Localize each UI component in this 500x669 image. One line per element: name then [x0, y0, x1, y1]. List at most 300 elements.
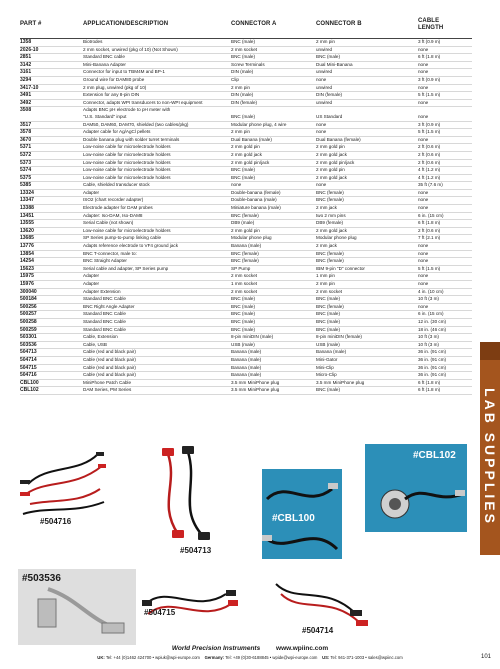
part-number: 3294	[20, 76, 32, 83]
connector-a: Screw Terminals	[231, 61, 265, 67]
cable-length: 2 ft (0.6 m)	[418, 227, 441, 233]
description: Standard BNC Cable	[83, 326, 126, 332]
part-number: 5372	[20, 151, 32, 158]
table-row	[20, 144, 472, 152]
table-row	[20, 197, 472, 205]
table-row	[20, 311, 472, 319]
photo-504714	[256, 574, 376, 640]
connector-b: none	[316, 76, 327, 82]
connector-a: 2 mm gold pin	[231, 227, 260, 233]
cable-length: none	[418, 189, 429, 195]
cable-length: 6 ft (1.8 m)	[418, 54, 441, 60]
cable-length: 10 ft (3 m)	[418, 334, 439, 340]
connector-b: 2 mm pin	[316, 281, 335, 286]
header-cable-length-line2: LENGTH	[418, 25, 444, 31]
connector-a: BNC (female)	[231, 212, 259, 218]
cable-length: none	[418, 113, 429, 119]
cable-length: none	[418, 243, 429, 249]
table-row	[20, 304, 472, 312]
table-row	[20, 372, 472, 380]
description: BNC Straight Adapter	[83, 258, 127, 264]
header-application: APPLICATION/DESCRIPTION	[83, 21, 169, 27]
description: Cable, shielded transducer stock	[83, 182, 150, 188]
connector-a: DB9 (male)	[231, 220, 255, 226]
photo-504713	[148, 444, 233, 555]
connector-a: USB (male)	[231, 341, 255, 347]
connector-b: unwired	[316, 84, 333, 90]
description: 2 mm plug, unwired (pkg of 10)	[83, 84, 147, 90]
cable-length: none	[418, 303, 429, 309]
part-number: 13324	[20, 189, 34, 196]
part-number: 3142	[20, 61, 32, 68]
description: Connector, adapts WPI transducers to non-WPI equipment	[83, 99, 203, 105]
part-number: 5374	[20, 167, 32, 174]
connector-b: unwired	[316, 99, 333, 105]
part-number: 3161	[20, 69, 32, 76]
part-number: 14254	[20, 258, 34, 265]
parts-table	[20, 39, 472, 395]
connector-b: US Standard	[316, 113, 343, 119]
footer-line1	[0, 645, 500, 652]
description: Electrode adapter for DAM probes	[83, 205, 153, 211]
part-number: 2851	[20, 54, 32, 61]
footer-us-contact: Tel: 941-371-1003 • sales@wpiinc.com	[330, 655, 403, 660]
part-number: 3670	[20, 136, 32, 143]
cable-length: 3 ft (0.9 m)	[418, 76, 441, 82]
description: Double banana plug with solder turret terminals	[83, 136, 180, 142]
table-row	[20, 296, 472, 304]
connector-b: BNC (female)	[316, 189, 344, 195]
part-number: 13451	[20, 212, 34, 219]
cable-length: 6 ft (1.8 m)	[418, 387, 441, 393]
connector-b: Mini-Gator	[316, 356, 338, 362]
cable-length: none	[418, 250, 429, 256]
cable-length: 7 ft (2.1 m)	[418, 235, 441, 241]
description: ISO2 (chart recorder adapter)	[83, 197, 144, 203]
cable-length: 3 ft (0.9 m)	[418, 121, 441, 127]
photo-label-504714: #504714	[302, 626, 334, 635]
connector-a: 2 mm gold jack	[231, 151, 262, 157]
connector-b: BNC (female)	[316, 303, 344, 309]
connector-b: DIN (female)	[316, 92, 343, 98]
connector-a: BNC (male)	[231, 326, 255, 332]
cable-length: 6 in. (15 cm)	[418, 212, 444, 218]
description: DAM Series, PM Series	[83, 387, 132, 393]
photo-label-504716: #504716	[40, 517, 72, 526]
table-row	[20, 62, 472, 70]
table-row	[20, 39, 472, 47]
connector-b: IBM 9-pin "D" connector	[316, 265, 365, 271]
table-row	[20, 289, 472, 297]
connector-a: 2 mm socket	[231, 288, 258, 294]
part-number: 15623	[20, 265, 34, 272]
table-row	[20, 334, 472, 342]
table-row	[20, 357, 472, 365]
connector-b: 2 mm gold pin/jack	[316, 159, 355, 165]
cable-mini-clip-image	[136, 574, 246, 640]
connector-a: SP Pump	[231, 265, 251, 271]
connector-b: 2 mm gold jack	[316, 227, 347, 233]
photo-cbl102	[365, 444, 467, 532]
cable-length: 5 ft (1.5 m)	[418, 265, 441, 271]
table-row	[20, 205, 472, 213]
connector-a: BNC (male)	[231, 54, 255, 60]
table-row	[20, 228, 472, 236]
side-tab	[481, 362, 499, 552]
table-row	[20, 319, 472, 327]
connector-b: none	[316, 182, 327, 188]
table-row	[20, 54, 472, 62]
connector-b: 1 mm pin	[316, 273, 335, 279]
part-number: 500256	[20, 303, 37, 310]
description: DAM50, DAM60, DAM70, shielded (two cables/pkg)	[83, 121, 189, 127]
connector-a: 3.5 mm MiniPhone plug	[231, 379, 280, 385]
cable-length: 2 ft (0.6 m)	[418, 144, 441, 150]
connector-b: 3.5 mm MiniPhone plug	[316, 379, 365, 385]
connector-a: BNC (male)	[231, 296, 255, 302]
connector-a: 2 mm gold pin	[231, 144, 260, 150]
cable-length: 6 ft (1.8 m)	[418, 220, 441, 226]
description: Ground wire for DAM80 probe	[83, 76, 145, 82]
connector-b: none	[316, 129, 327, 135]
description: Standard BNC Cable	[83, 318, 126, 324]
footer-us-label: US:	[322, 655, 330, 660]
connector-b: BNC (female)	[316, 258, 344, 264]
connector-a: DIN (female)	[231, 99, 258, 105]
connector-a: Banana (male)	[231, 349, 262, 355]
cable-length: 12 in. (30 cm)	[418, 318, 447, 324]
table-row	[20, 122, 472, 130]
cable-length: 4 ft (1.2 m)	[418, 167, 441, 173]
table-row	[20, 258, 472, 266]
footer-uk-label: UK:	[97, 655, 105, 660]
connector-a: BNC (male)	[231, 174, 255, 180]
side-tab-label: LAB SUPPLIES	[482, 388, 498, 526]
cable-length: 10 ft (3 m)	[418, 296, 439, 302]
cable-length: 6 in. (15 cm)	[418, 311, 444, 317]
connector-a: BNC (male)	[231, 167, 255, 173]
table-row	[20, 243, 472, 251]
connector-b: 8-pin miniDIN (female)	[316, 334, 362, 340]
connector-b: BNC (male)	[316, 326, 340, 332]
cable-length: 35 ft (7.6 m)	[418, 182, 443, 188]
connector-a: BNC (female)	[231, 250, 259, 256]
header-cable-length-line1: CABLE	[418, 18, 440, 24]
table-row	[20, 220, 472, 228]
part-number: 3508	[20, 107, 32, 114]
connector-b: none	[316, 121, 327, 127]
part-number: 3578	[20, 129, 32, 136]
table-row	[20, 100, 472, 108]
description: 2 mm socket, unwired (pkg of 10) (Not Shown)	[83, 46, 178, 52]
connector-b: 2 mm gold jack	[316, 151, 347, 157]
part-number: CBL102	[20, 387, 39, 394]
connector-b: BNC (male)	[316, 296, 340, 302]
description: Adapts reference electrode to VF4 ground jack	[83, 243, 178, 249]
connector-a: Banana (male)	[231, 243, 262, 249]
connector-a: 2 mm pin	[231, 129, 250, 135]
table-row	[20, 160, 472, 168]
footer-url[interactable]: www.wpiinc.com	[276, 645, 329, 652]
header-connector-a: CONNECTOR A	[231, 21, 277, 27]
connector-a: DIN (male)	[231, 69, 254, 75]
connector-b: unwired	[316, 46, 333, 52]
description: Cable, USB	[83, 341, 108, 347]
cable-length: none	[418, 281, 429, 286]
part-number: 5375	[20, 174, 32, 181]
cable-length: 2 ft (0.6 m)	[418, 159, 441, 165]
cable-length: none	[418, 99, 429, 105]
table-row	[20, 152, 472, 160]
footer-de-label: Germany:	[204, 655, 225, 660]
part-number: 3417-10	[20, 84, 39, 91]
description: Low-noise cable for microelectrode holders	[83, 174, 171, 180]
connector-a: BNC (male)	[231, 39, 255, 44]
side-tab-marker	[480, 342, 500, 360]
part-number: 13776	[20, 243, 34, 250]
cable-length: 36 in. (91 cm)	[418, 364, 447, 370]
cable-length: 5 ft (1.5 m)	[418, 92, 441, 98]
table-row	[20, 107, 472, 121]
table-row	[20, 213, 472, 221]
cable-length: 36 in. (91 cm)	[418, 356, 447, 362]
cable-length: 10 ft (3 m)	[418, 341, 439, 347]
description: Serial cable and adapter, SP Series pump	[83, 265, 169, 271]
connector-b: USB (male)	[316, 341, 340, 347]
connector-a: Miniature banana (male)	[231, 205, 281, 211]
connector-a: BNC (female)	[231, 258, 259, 264]
description: Biotrodes	[83, 39, 103, 44]
connector-b: 2 mm jack	[316, 243, 337, 249]
photo-label-504713: #504713	[180, 546, 212, 555]
cable-length: none	[418, 273, 429, 279]
connector-a: BNC (male)	[231, 113, 255, 119]
table-row	[20, 342, 472, 350]
cable-length: 18 in. (46 cm)	[418, 326, 447, 332]
table-row	[20, 281, 472, 289]
description: Adapts BNC pH electrode to pH meter with	[83, 107, 171, 113]
part-number: 1358	[20, 39, 32, 45]
photo-label-504715: #504715	[144, 608, 176, 617]
part-number: 500184	[20, 296, 37, 303]
footer-line2	[0, 655, 500, 660]
part-number: 13555	[20, 220, 34, 227]
cable-length: none	[418, 84, 429, 90]
table-row	[20, 387, 472, 395]
part-number: 15976	[20, 281, 34, 287]
photo-label-503536: #503536	[22, 573, 61, 584]
connector-b: BNC (male)	[316, 54, 340, 60]
connector-a: Modular phone plug, 4 wire	[231, 121, 287, 127]
table-row	[20, 380, 472, 388]
part-number: 300040	[20, 288, 37, 295]
connector-a: 2 mm pin	[231, 84, 250, 90]
description: Cable (red and black pair)	[83, 349, 136, 355]
connector-a: DIN (male)	[231, 92, 254, 98]
table-row	[20, 182, 472, 190]
cable-length: 4 in. (10 cm)	[418, 288, 444, 294]
description: Standard BNC Cable	[83, 296, 126, 302]
cable-banana-image	[148, 444, 233, 542]
part-number: 13685	[20, 235, 34, 242]
cable-length: none	[418, 136, 429, 142]
connector-b: 2 mm gold pin	[316, 144, 345, 150]
description: Cable (red and black pair)	[83, 356, 136, 362]
part-number: 3517	[20, 121, 32, 128]
table-row	[20, 273, 472, 281]
connector-a: Banana (male)	[231, 356, 262, 362]
connector-b: BNC (female)	[316, 197, 344, 203]
part-number: 15975	[20, 273, 34, 280]
cable-length: 3 ft (0.9 m)	[418, 39, 441, 44]
connector-b: 2 mm socket	[316, 288, 343, 294]
part-number: 504713	[20, 349, 37, 356]
connector-b: BNC (male)	[316, 318, 340, 324]
description: Adapter Extension	[83, 288, 121, 294]
connector-a: Clip	[231, 76, 239, 82]
part-number: 503301	[20, 334, 37, 341]
table-header	[20, 18, 472, 39]
table-row	[20, 167, 472, 175]
description: BNC T-connector, male to:	[83, 250, 137, 256]
cable-length: none	[418, 69, 429, 75]
photo-504715	[136, 574, 246, 640]
photo-label-cbl102: #CBL102	[413, 450, 456, 461]
connector-b: Modular phone plug	[316, 235, 357, 241]
cable-length: 4 ft (1.2 m)	[418, 174, 441, 180]
connector-b: BNC (male)	[316, 311, 340, 317]
connector-a: 1 mm socket	[231, 281, 258, 286]
connector-a: Modular phone plug	[231, 235, 272, 241]
description: SP Series pump-to-pump linking cable	[83, 235, 162, 241]
table-row	[20, 47, 472, 55]
part-number: 13854	[20, 250, 34, 257]
footer-uk-contact: Tel: +44 (0)1462 424700 • wpiuk@wpi-europe.com	[105, 655, 200, 660]
connector-a: Dual Banana (male)	[231, 136, 272, 142]
cable-length: 2 ft (0.6 m)	[418, 151, 441, 157]
connector-b: BNC (male)	[316, 387, 340, 393]
connector-a: none	[231, 182, 242, 188]
part-number: 3492	[20, 99, 32, 106]
connector-a: BNC (male)	[231, 311, 255, 317]
description: Cable, Extension	[83, 334, 118, 340]
photo-504716	[18, 444, 108, 532]
description: Standard BNC cable	[83, 54, 125, 60]
connector-b: unwired	[316, 69, 333, 75]
description: Low-noise cable for microelectrode holders	[83, 227, 171, 233]
connector-a: 3.5 mm MiniPhone plug	[231, 387, 280, 393]
connector-a: Banana (male)	[231, 364, 262, 370]
description: Extension for any 8-pin DIN	[83, 92, 140, 98]
photo-cbl100	[262, 469, 342, 559]
part-number: 5385	[20, 182, 32, 189]
description: Low-noise cable for microelectrode holders	[83, 167, 171, 173]
part-number: 500258	[20, 318, 37, 325]
part-number: CBL100	[20, 379, 39, 386]
part-number: 13620	[20, 227, 34, 234]
part-number: 3491	[20, 92, 32, 99]
description: Adapter	[83, 281, 100, 286]
part-number: 5373	[20, 159, 32, 166]
connector-a: 2 mm socket	[231, 273, 258, 279]
description: Standard BNC Cable	[83, 311, 126, 317]
table-row	[20, 327, 472, 335]
cable-length: none	[418, 197, 429, 203]
part-number: 504715	[20, 364, 37, 371]
connector-a: 8-pin miniDIN (male)	[231, 334, 274, 340]
table-row	[20, 175, 472, 183]
photo-label-cbl100: #CBL100	[272, 513, 315, 524]
connector-b: BNC (female)	[316, 250, 344, 256]
header-connector-b: CONNECTOR B	[316, 21, 362, 27]
table-row	[20, 69, 472, 77]
description: Adapter cable for Ag/AgCl pellets	[83, 129, 151, 135]
connector-b: DB9 (female)	[316, 220, 344, 226]
description: Cable (red and black pair)	[83, 372, 136, 378]
description: Mini-Banana Adapter	[83, 61, 126, 67]
connector-a: Double-banana (female)	[231, 189, 281, 195]
table-row	[20, 129, 472, 137]
part-number: 504714	[20, 356, 37, 363]
table-row	[20, 251, 472, 259]
header-cable-length	[418, 18, 443, 32]
part-number: 500259	[20, 326, 37, 333]
footer-company: World Precision Instruments	[171, 645, 261, 652]
connector-a: 2 mm socket	[231, 46, 258, 52]
description: Low-noise cable for microelectrode holders	[83, 144, 171, 150]
description: BNC Right Angle Adapter	[83, 303, 135, 309]
connector-b: 2 mm gold jack	[316, 174, 347, 180]
connector-a: BNC (male)	[231, 303, 255, 309]
connector-a: 2 mm gold pin/jack	[231, 159, 270, 165]
description: Low-noise cable for microelectrode holders	[83, 151, 171, 157]
cable-length: none	[418, 205, 429, 211]
connector-b: 2 mm pin	[316, 39, 335, 44]
part-number: 504716	[20, 372, 37, 379]
connector-b: Banana (male)	[316, 349, 347, 355]
table-row	[20, 137, 472, 145]
part-number: 2026-10	[20, 46, 39, 53]
part-number: 5371	[20, 144, 32, 151]
description: Adapter: Iso-DAM, Iso-DAM8	[83, 212, 143, 218]
cable-length: none	[418, 46, 429, 52]
cable-length: 36 in. (91 cm)	[418, 372, 447, 378]
part-number: 13347	[20, 197, 34, 204]
description: Adapter	[83, 189, 100, 195]
description: Connector for input to TBM4M and BP-1	[83, 69, 165, 75]
connector-b: Dual Banana (female)	[316, 136, 361, 142]
cable-length: none	[418, 61, 429, 67]
cable-length: 5 ft (1.5 m)	[418, 129, 441, 135]
table-row	[20, 190, 472, 198]
description: Serial Cable (not shown)	[83, 220, 134, 226]
table-row	[20, 266, 472, 274]
cable-length: 6 ft (1.8 m)	[418, 379, 441, 385]
connector-a: BNC (male)	[231, 318, 255, 324]
table-row	[20, 365, 472, 373]
table-row	[20, 77, 472, 85]
table-row	[20, 235, 472, 243]
description: "U.S. Standard" input	[83, 113, 127, 119]
part-number: 503536	[20, 341, 37, 348]
page-number: 101	[481, 654, 492, 660]
description: MiniPhone Patch Cable	[83, 379, 132, 385]
table-row	[20, 85, 472, 93]
connector-b: two 2 mm pins	[316, 212, 346, 218]
connector-b: 2 mm jack	[316, 205, 337, 211]
description: Cable (red and black pair)	[83, 364, 136, 370]
description: Low-noise cable for microelectrode holders	[83, 159, 171, 165]
